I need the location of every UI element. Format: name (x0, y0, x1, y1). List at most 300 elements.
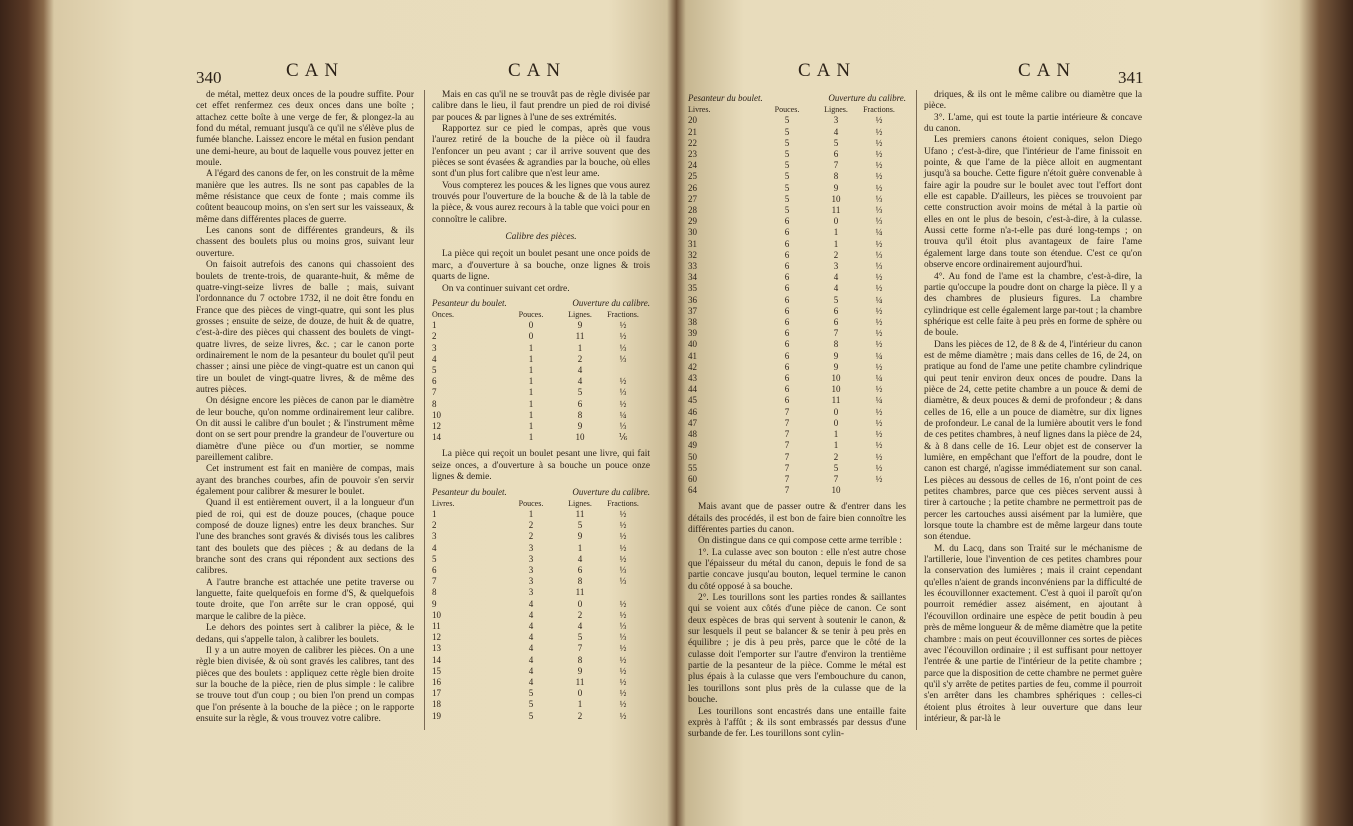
left-running-head: CAN (286, 60, 345, 81)
table-heading-cell: Pesanteur du boulet. (432, 297, 507, 308)
table-cell: 64 (688, 485, 697, 496)
table-cell: 8 (432, 587, 437, 598)
right-running-head-col1: CAN (798, 60, 857, 81)
table-row (688, 306, 906, 317)
table-cell: ½ (875, 283, 883, 294)
table-cell: ½ (619, 553, 627, 564)
table-cell: 12 (432, 632, 441, 643)
table-row (432, 520, 650, 531)
table-cell: 10 (432, 409, 441, 420)
table-cell: 6 (577, 398, 583, 409)
table-cell: 0 (833, 417, 839, 428)
paragraph: Le dehors des pointes sert à calibrer la pièce, & le dedans, qui s'appelle talon, à calibrer les boulets. (196, 623, 414, 645)
table-cell: ⅓ (619, 387, 627, 398)
table-cell: ⅓ (619, 620, 627, 631)
table-cell: 10 (831, 373, 841, 384)
paragraph: La pièce qui reçoit un boulet pesant une once poids de marc, a d'ouverture à sa bouche, onze lignes & trois quarts de ligne. (432, 249, 650, 283)
table-cell: 1 (577, 699, 583, 710)
table-cell: 7 (784, 473, 790, 484)
table-row (688, 351, 906, 362)
paragraph: 3°. L'ame, qui est toute la partie intérieure & concave du canon. (924, 112, 1142, 135)
table-cell: 10 (432, 609, 441, 620)
table-cell: 2 (833, 249, 839, 260)
table-row (688, 239, 906, 250)
table-cell: 6 (784, 361, 790, 372)
table-row (688, 115, 906, 126)
table-cell: 2 (528, 531, 534, 542)
table-cell: ½ (875, 440, 883, 451)
table-row (688, 485, 906, 496)
table-row (432, 565, 650, 576)
table-cell: ½ (619, 320, 627, 331)
table-cell: ½ (619, 598, 627, 609)
table-cell: ¼ (875, 395, 883, 406)
table-column-headers (688, 104, 906, 115)
calibre-table (432, 298, 650, 444)
table-cell: 5 (528, 710, 534, 721)
table-cell: 7 (784, 485, 790, 496)
table-cell: ½ (875, 361, 883, 372)
table-row (688, 261, 906, 272)
table-cell: ⅓ (619, 564, 627, 575)
paragraph: Dans les pièces de 12, de 8 & de 4, l'intérieur du canon est de même diamètre ; mais dans celles de 16, de 24, on pratique au fond de l'ame une petite chambre cylindrique qui peut tenir environ deux onces de poudre. Dans la pièce de 24, cette petite chambre a un pouce & demi de diamètre, & deux pouces & demi de profondeur ; & dans celles de 16, elle a un pouce de diamètre, sur dix lignes de profondeur. Le canal de la lumière aboutit vers le fond de ces petites chambres, à neuf lignes dans la pièce de 24, & à 8 dans celle de 16. Leur objet est de conserver la lumière, en empêchant que l'effort de la poudre, dont le canon est chargé, n'agisse immédiatement sur son canal. Les pièces au dessous de celles de 16, n'ont point de ces petites chambres, parce que ces pièces servent aussi à tirer à cartouche ; la petite chambre ne permettroit pas de percer les cartouches aussi aisément par la lumière, que lorsque toute la chambre est de même largeur dans toute son étendue. (924, 339, 1142, 543)
table-cell: ¼ (875, 373, 883, 384)
table-cell: ¼ (875, 227, 883, 238)
table-cell: 6 (784, 249, 790, 260)
table-row (688, 216, 906, 227)
table-cell: 0 (577, 688, 583, 699)
table-cell: 10 (831, 485, 841, 496)
table-cell: 2 (577, 710, 583, 721)
table-cell: 11 (831, 205, 841, 216)
table-row (688, 418, 906, 429)
paragraph: Vous compterez les pouces & les lignes que vous aurez trouvés pour l'ouverture de la bouche & de là la table de la pièce, & vous aurez recours à la table que voici pour en connoître le calibre. (432, 180, 650, 225)
table-row (688, 463, 906, 474)
table-cell: 5 (784, 160, 790, 171)
table-cell: 0 (528, 331, 534, 342)
table-cell: 1 (833, 227, 839, 238)
table-row (432, 677, 650, 688)
table-cell: 3 (432, 531, 437, 542)
table-cell: ⅓ (875, 249, 883, 260)
table-cell: 41 (688, 350, 697, 361)
table-cell: ⅙ (618, 432, 628, 443)
table-cell: ½ (619, 508, 627, 519)
table-cell: 1 (528, 376, 534, 387)
table-cell: 4 (577, 376, 583, 387)
table-cell: 3 (528, 542, 534, 553)
table-cell: 13 (432, 643, 441, 654)
left-column-1 (196, 90, 414, 725)
column-header: Fractions. (607, 310, 639, 320)
table-cell: 10 (575, 432, 585, 443)
table-row (432, 343, 650, 354)
column-header: Pouces. (774, 105, 800, 115)
table-cell: 28 (688, 205, 697, 216)
table-cell: 5 (784, 182, 790, 193)
table-cell: 6 (784, 328, 790, 339)
table-cell: ½ (875, 272, 883, 283)
table-cell: 2 (577, 353, 583, 364)
column-header: Pouces. (518, 310, 544, 320)
table-cell: 1 (833, 429, 839, 440)
table-cell: 9 (577, 421, 583, 432)
table-row (432, 587, 650, 598)
table-row (688, 127, 906, 138)
table-cell: 6 (784, 283, 790, 294)
table-cell: 2 (528, 520, 534, 531)
table-cell (600, 587, 646, 598)
paragraph: Mais en cas qu'il ne se trouvât pas de règle divisée par calibre dans le lieu, il faut prendre un pied de roi divisé par pouces & par lignes à l'une de ses extrémités. (432, 90, 650, 123)
table-cell: 1 (577, 342, 583, 353)
table-row (688, 160, 906, 171)
table-cell: 37 (688, 305, 697, 316)
table-cell: 6 (784, 305, 790, 316)
table-row (432, 410, 650, 421)
column-header: Lignes. (568, 498, 592, 508)
table-cell: ½ (875, 182, 883, 193)
table-cell: 5 (784, 149, 790, 160)
table-row (688, 171, 906, 182)
table-heading-cell: Ouverture du calibre. (828, 93, 906, 103)
table-heading-cell: Ouverture du calibre. (572, 486, 650, 497)
table-cell: 1 (528, 398, 534, 409)
paragraph: Quand il est entièrement ouvert, il a la longueur d'un pied de roi, qui est de douze pouces, (chaque pouce composé de douze lignes) entre les deux branches. Sur l'une des branches sont gravés & divisés tous les calibres tant des boulets que des pièces ; & au dedans de la branche sont des crans qui répondent aux sections des calibres. (196, 498, 414, 577)
table-heading-cell: Pesanteur du boulet. (688, 93, 763, 103)
table-cell: 40 (688, 339, 697, 350)
table-cell: 1 (528, 421, 534, 432)
table-cell: 0 (833, 406, 839, 417)
table-cell: 1 (528, 342, 534, 353)
table-row (432, 576, 650, 587)
table-row (432, 399, 650, 410)
table-cell: ½ (875, 160, 883, 171)
table-cell: 33 (688, 261, 697, 272)
right-page (688, 56, 1158, 740)
table-cell: 5 (784, 137, 790, 148)
table-row (432, 509, 650, 520)
table-cell: 6 (784, 294, 790, 305)
table-row (688, 384, 906, 395)
right-page-header (688, 56, 1158, 86)
table-cell: 29 (688, 216, 697, 227)
table-cell: ½ (619, 609, 627, 620)
table-row (688, 138, 906, 149)
table-cell: ½ (619, 376, 627, 387)
table-cell: 30 (688, 227, 697, 238)
table-row (688, 328, 906, 339)
table-cell: 0 (833, 216, 839, 227)
table-cell: ½ (875, 473, 883, 484)
table-row (432, 543, 650, 554)
paragraph: Rapportez sur ce pied le compas, après que vous l'aurez retiré de la bouche de la pièce où il faudra l'enfoncer un peu avant ; car il arrive souvent que des pièces se sont évasées & agrandies par la bouche, où elles sont d'un plus fort calibre que n'est leur ame. (432, 124, 650, 180)
table-cell: ½ (619, 654, 627, 665)
table-cell: 4 (528, 609, 534, 620)
table-row (432, 421, 650, 432)
table-row (688, 283, 906, 294)
paragraph: de métal, mettez deux onces de la poudre suffite. Pour cet effet renfermez ces deux onces dans une boîte ; attachez cette boîte à une verge de fer, & plongez-la au fond du métal, remuant jusqu'à ce qu'il ne s'élève plus de fumée blanche. Laissez encore le métal en fusion pendant une demi-heure, au bout de laquelle vous pouvez jetter en moule. (196, 90, 414, 169)
table-cell: 46 (688, 406, 697, 417)
table-cell: 25 (688, 171, 697, 182)
table-cell: 5 (784, 171, 790, 182)
table-cell: 6 (833, 149, 839, 160)
table-cell: 7 (784, 440, 790, 451)
table-cell: 24 (688, 160, 697, 171)
table-cell: ⅓ (875, 216, 883, 227)
table-cell: 4 (577, 620, 583, 631)
left-column-2 (432, 90, 650, 728)
table-cell: 47 (688, 417, 697, 428)
table-cell: ½ (875, 462, 883, 473)
table-cell: 5 (528, 688, 534, 699)
column-header: Lignes. (568, 310, 592, 320)
table-cell: 4 (577, 365, 583, 376)
table-cell: ½ (619, 688, 627, 699)
table-cell: 5 (784, 126, 790, 137)
left-page-header (196, 56, 666, 86)
table-cell: ⅓ (619, 576, 627, 587)
table-cell: ½ (875, 171, 883, 182)
table-cell: ⅓ (875, 193, 883, 204)
paragraph: La pièce qui reçoit un boulet pesant une livre, qui fait seize onces, a d'ouverture à sa bouche un pouce onze lignes & demie. (432, 449, 650, 483)
table-cell: 43 (688, 373, 697, 384)
table-cell: 4 (528, 620, 534, 631)
table-cell: 5 (432, 365, 437, 376)
table-cell: 1 (432, 508, 437, 519)
table-heading (432, 487, 650, 498)
table-cell: 1 (577, 542, 583, 553)
table-cell: 3 (833, 115, 839, 126)
table-cell: 1 (833, 440, 839, 451)
table-cell: ½ (619, 699, 627, 710)
table-cell: 15 (432, 665, 441, 676)
table-column-headers (432, 309, 650, 320)
paragraph: On va continuer suivant cet ordre. (442, 283, 570, 294)
table-cell: 6 (784, 339, 790, 350)
table-row (432, 699, 650, 710)
table-cell: ½ (875, 317, 883, 328)
table-cell: 4 (528, 654, 534, 665)
table-row (688, 474, 906, 485)
table-row (432, 365, 650, 376)
table-row (688, 317, 906, 328)
table-row (688, 149, 906, 160)
table-cell: 6 (784, 384, 790, 395)
table-row (432, 354, 650, 365)
table-cell: 0 (577, 598, 583, 609)
table-cell: 5 (833, 137, 839, 148)
table-cell: 10 (831, 193, 841, 204)
table-cell: 32 (688, 249, 697, 260)
table-cell: 27 (688, 193, 697, 204)
paragraph: Calibre des pièces. (505, 232, 577, 243)
table-cell: 4 (528, 643, 534, 654)
table-cell: 7 (784, 462, 790, 473)
table-cell: 1 (833, 238, 839, 249)
table-cell: 3 (833, 261, 839, 272)
table-cell: 22 (688, 137, 697, 148)
table-row (688, 272, 906, 283)
table-cell: 44 (688, 384, 697, 395)
table-cell: ¼ (875, 350, 883, 361)
table-cell: 3 (528, 564, 534, 575)
left-page (196, 56, 666, 724)
paragraph: 4°. Au fond de l'ame est la chambre, c'est-à-dire, la partie qu'occupe la poudre dont on charge la pièce. Il y a des chambres de plusieurs figures. La chambre cylindrique est celle également large par-tout ; la chambre sphérique est celle faite à peu près en forme de sphère ou de boule. (924, 271, 1142, 339)
table-heading (688, 93, 906, 104)
table-row (688, 227, 906, 238)
table-cell: ½ (619, 531, 627, 542)
table-cell: 10 (831, 384, 841, 395)
table-cell: 6 (784, 261, 790, 272)
table-cell: 6 (784, 216, 790, 227)
table-row (432, 621, 650, 632)
paragraph: M. du Lacq, dans son Traité sur le méchanisme de l'artillerie, loue l'invention de ces petites chambres pour la conservation des lumières ; mais il craint cependant qu'elles n'aient de grands inconvéniens par la difficulté de les écouvillonner exactement. C'est à quoi il paroît qu'on pourroit remédier assez aisément, en ajoutant à l'écouvillon ordinaire une espèce de petit boudin à peu près de même longueur & de même diamètre que la petite chambre : mais on peut écouvillonner ces sortes de pièces avec l'écouvillon ordinaire ; il est suffisant pour nettoyer l'entrée & une partie de l'intérieur de la petite chambre ; parce que la disposition de cette chambre ne permet guère qu'il s'y arrête de petites parties de feu, comme il pourroit s'en arrêter dans les chambres sphériques : celles-ci étoient plus étroites à leur ouverture que dans leur intérieur, & par-là le (924, 543, 1142, 724)
table-cell: ½ (875, 238, 883, 249)
table-cell: 0 (528, 320, 534, 331)
table-cell: 31 (688, 238, 697, 249)
table-cell: 1 (528, 432, 534, 443)
table-cell: 18 (432, 699, 441, 710)
table-row (688, 429, 906, 440)
table-cell: 3 (528, 576, 534, 587)
table-cell: 7 (432, 576, 437, 587)
table-row (688, 183, 906, 194)
table-cell: 17 (432, 688, 441, 699)
paragraph: On désigne encore les pièces de canon par le diamètre de leur bouche, qu'on nomme ordinairement leur calibre. On dit aussi le calibre d'un boulet ; & l'instrument même dont on se sert pour prendre la grandeur de l'ouverture ou diamètre d'une pièce ou d'un mortier, se nomme pareillement calibre. (196, 396, 414, 463)
table-cell: 2 (432, 331, 437, 342)
table-cell: 3 (528, 587, 534, 598)
paragraph: A l'autre branche est attachée une petite traverse ou languette, faite quelquefois en forme d'S, & quelquefois toute droite, que l'on arrête sur le cran opposé, qui marque le calibre de la pièce. (196, 577, 414, 622)
table-cell: 1 (528, 508, 534, 519)
table-cell: 6 (784, 373, 790, 384)
table-cell: 7 (833, 160, 839, 171)
table-cell: 5 (784, 193, 790, 204)
table-cell: 38 (688, 317, 697, 328)
table-cell: 7 (784, 417, 790, 428)
table-cell: 42 (688, 361, 697, 372)
table-row (432, 320, 650, 331)
table-row (432, 632, 650, 643)
table-row (432, 376, 650, 387)
table-cell: 8 (833, 339, 839, 350)
left-running-head-col2: CAN (508, 60, 567, 81)
calibre-table (432, 487, 650, 722)
table-cell: 36 (688, 294, 697, 305)
table-cell: ½ (875, 149, 883, 160)
table-cell: 8 (577, 654, 583, 665)
table-cell: ½ (619, 398, 627, 409)
table-heading (432, 298, 650, 309)
paragraph: On distingue dans ce qui compose cette arme terrible : (698, 536, 902, 547)
table-cell: 3 (528, 553, 534, 564)
table-cell: 6 (833, 305, 839, 316)
table-cell: 35 (688, 283, 697, 294)
table-cell: ½ (875, 137, 883, 148)
paragraph: driques, & ils ont le même calibre ou diamètre que la pièce. (924, 90, 1142, 112)
table-cell: 2 (833, 451, 839, 462)
table-row (432, 610, 650, 621)
table-cell: 6 (784, 317, 790, 328)
right-column-2 (924, 90, 1142, 725)
table-heading-cell: Pesanteur du boulet. (432, 486, 507, 497)
table-cell: 11 (575, 676, 585, 687)
table-cell: 7 (784, 429, 790, 440)
table-cell: ½ (875, 305, 883, 316)
table-cell: 60 (688, 473, 697, 484)
table-cell: 1 (528, 409, 534, 420)
table-cell: 45 (688, 395, 697, 406)
table-cell: 7 (784, 451, 790, 462)
table-cell: 11 (575, 587, 585, 598)
table-cell: 9 (833, 361, 839, 372)
calibre-table (688, 93, 906, 496)
table-cell: 5 (577, 520, 583, 531)
table-cell: 5 (784, 115, 790, 126)
table-cell: 6 (432, 564, 437, 575)
right-running-head: CAN (1018, 60, 1077, 81)
table-cell: 7 (432, 387, 437, 398)
column-header: Fractions. (607, 498, 639, 508)
table-cell: 5 (833, 462, 839, 473)
table-row (688, 395, 906, 406)
table-cell: ½ (619, 542, 627, 553)
table-cell: 8 (432, 398, 437, 409)
table-row (432, 554, 650, 565)
table-cell: ½ (875, 115, 883, 126)
table-cell: 39 (688, 328, 697, 339)
table-row (432, 432, 650, 443)
table-cell: 14 (432, 654, 441, 665)
table-cell: ⅓ (619, 632, 627, 643)
table-cell: ½ (619, 643, 627, 654)
table-cell: 4 (528, 676, 534, 687)
table-cell: 9 (833, 182, 839, 193)
table-cell: 50 (688, 451, 697, 462)
column-header: Livres. (688, 105, 711, 115)
table-cell: 23 (688, 149, 697, 160)
table-cell: 2 (432, 520, 437, 531)
table-row (432, 531, 650, 542)
table-cell: ½ (619, 520, 627, 531)
table-cell: 1 (432, 320, 437, 331)
table-cell: 11 (575, 508, 585, 519)
table-cell: 55 (688, 462, 697, 473)
table-cell: 1 (528, 387, 534, 398)
table-row (432, 688, 650, 699)
table-row (688, 339, 906, 350)
table-cell: 49 (688, 440, 697, 451)
table-cell: 16 (432, 676, 441, 687)
table-cell: 11 (831, 395, 841, 406)
column-header: Livres. (432, 498, 455, 508)
table-cell: 4 (432, 353, 437, 364)
table-cell: 2 (577, 609, 583, 620)
table-cell: ½ (875, 429, 883, 440)
table-cell: ⅓ (619, 342, 627, 353)
table-cell: 19 (432, 710, 441, 721)
table-row (432, 643, 650, 654)
paragraph: Les premiers canons étoient coniques, selon Diego Ufano ; c'est-à-dire, que l'intérieur de l'ame finissoit en pointe, & que l'ame de la pièce alloit en augmentant jusqu'à sa bouche. Cette figure n'étoit guère convenable à faire agir la poudre sur le boulet avec tout l'effort dont elle est capable. D'ailleurs, les pièces se trouvoient par cette construction avoir moins de métal à la partie où elles en ont le plus de besoin, c'est-à-dire, à la culasse. Aussi cette forme n'a-t-elle pas duré long-temps ; on trouva qu'il étoit plus avantageux de faire l'ame également large dans toute son étendue. C'est ce qu'on observe encore ordinairement aujourd'hui. (924, 135, 1142, 271)
table-cell: 7 (577, 643, 583, 654)
right-column-1 (688, 90, 906, 741)
table-row (688, 362, 906, 373)
table-cell: 5 (577, 632, 583, 643)
table-cell: 34 (688, 272, 697, 283)
table-row (432, 655, 650, 666)
table-cell: ½ (875, 339, 883, 350)
table-cell: 5 (432, 553, 437, 564)
table-cell: 1 (528, 365, 534, 376)
